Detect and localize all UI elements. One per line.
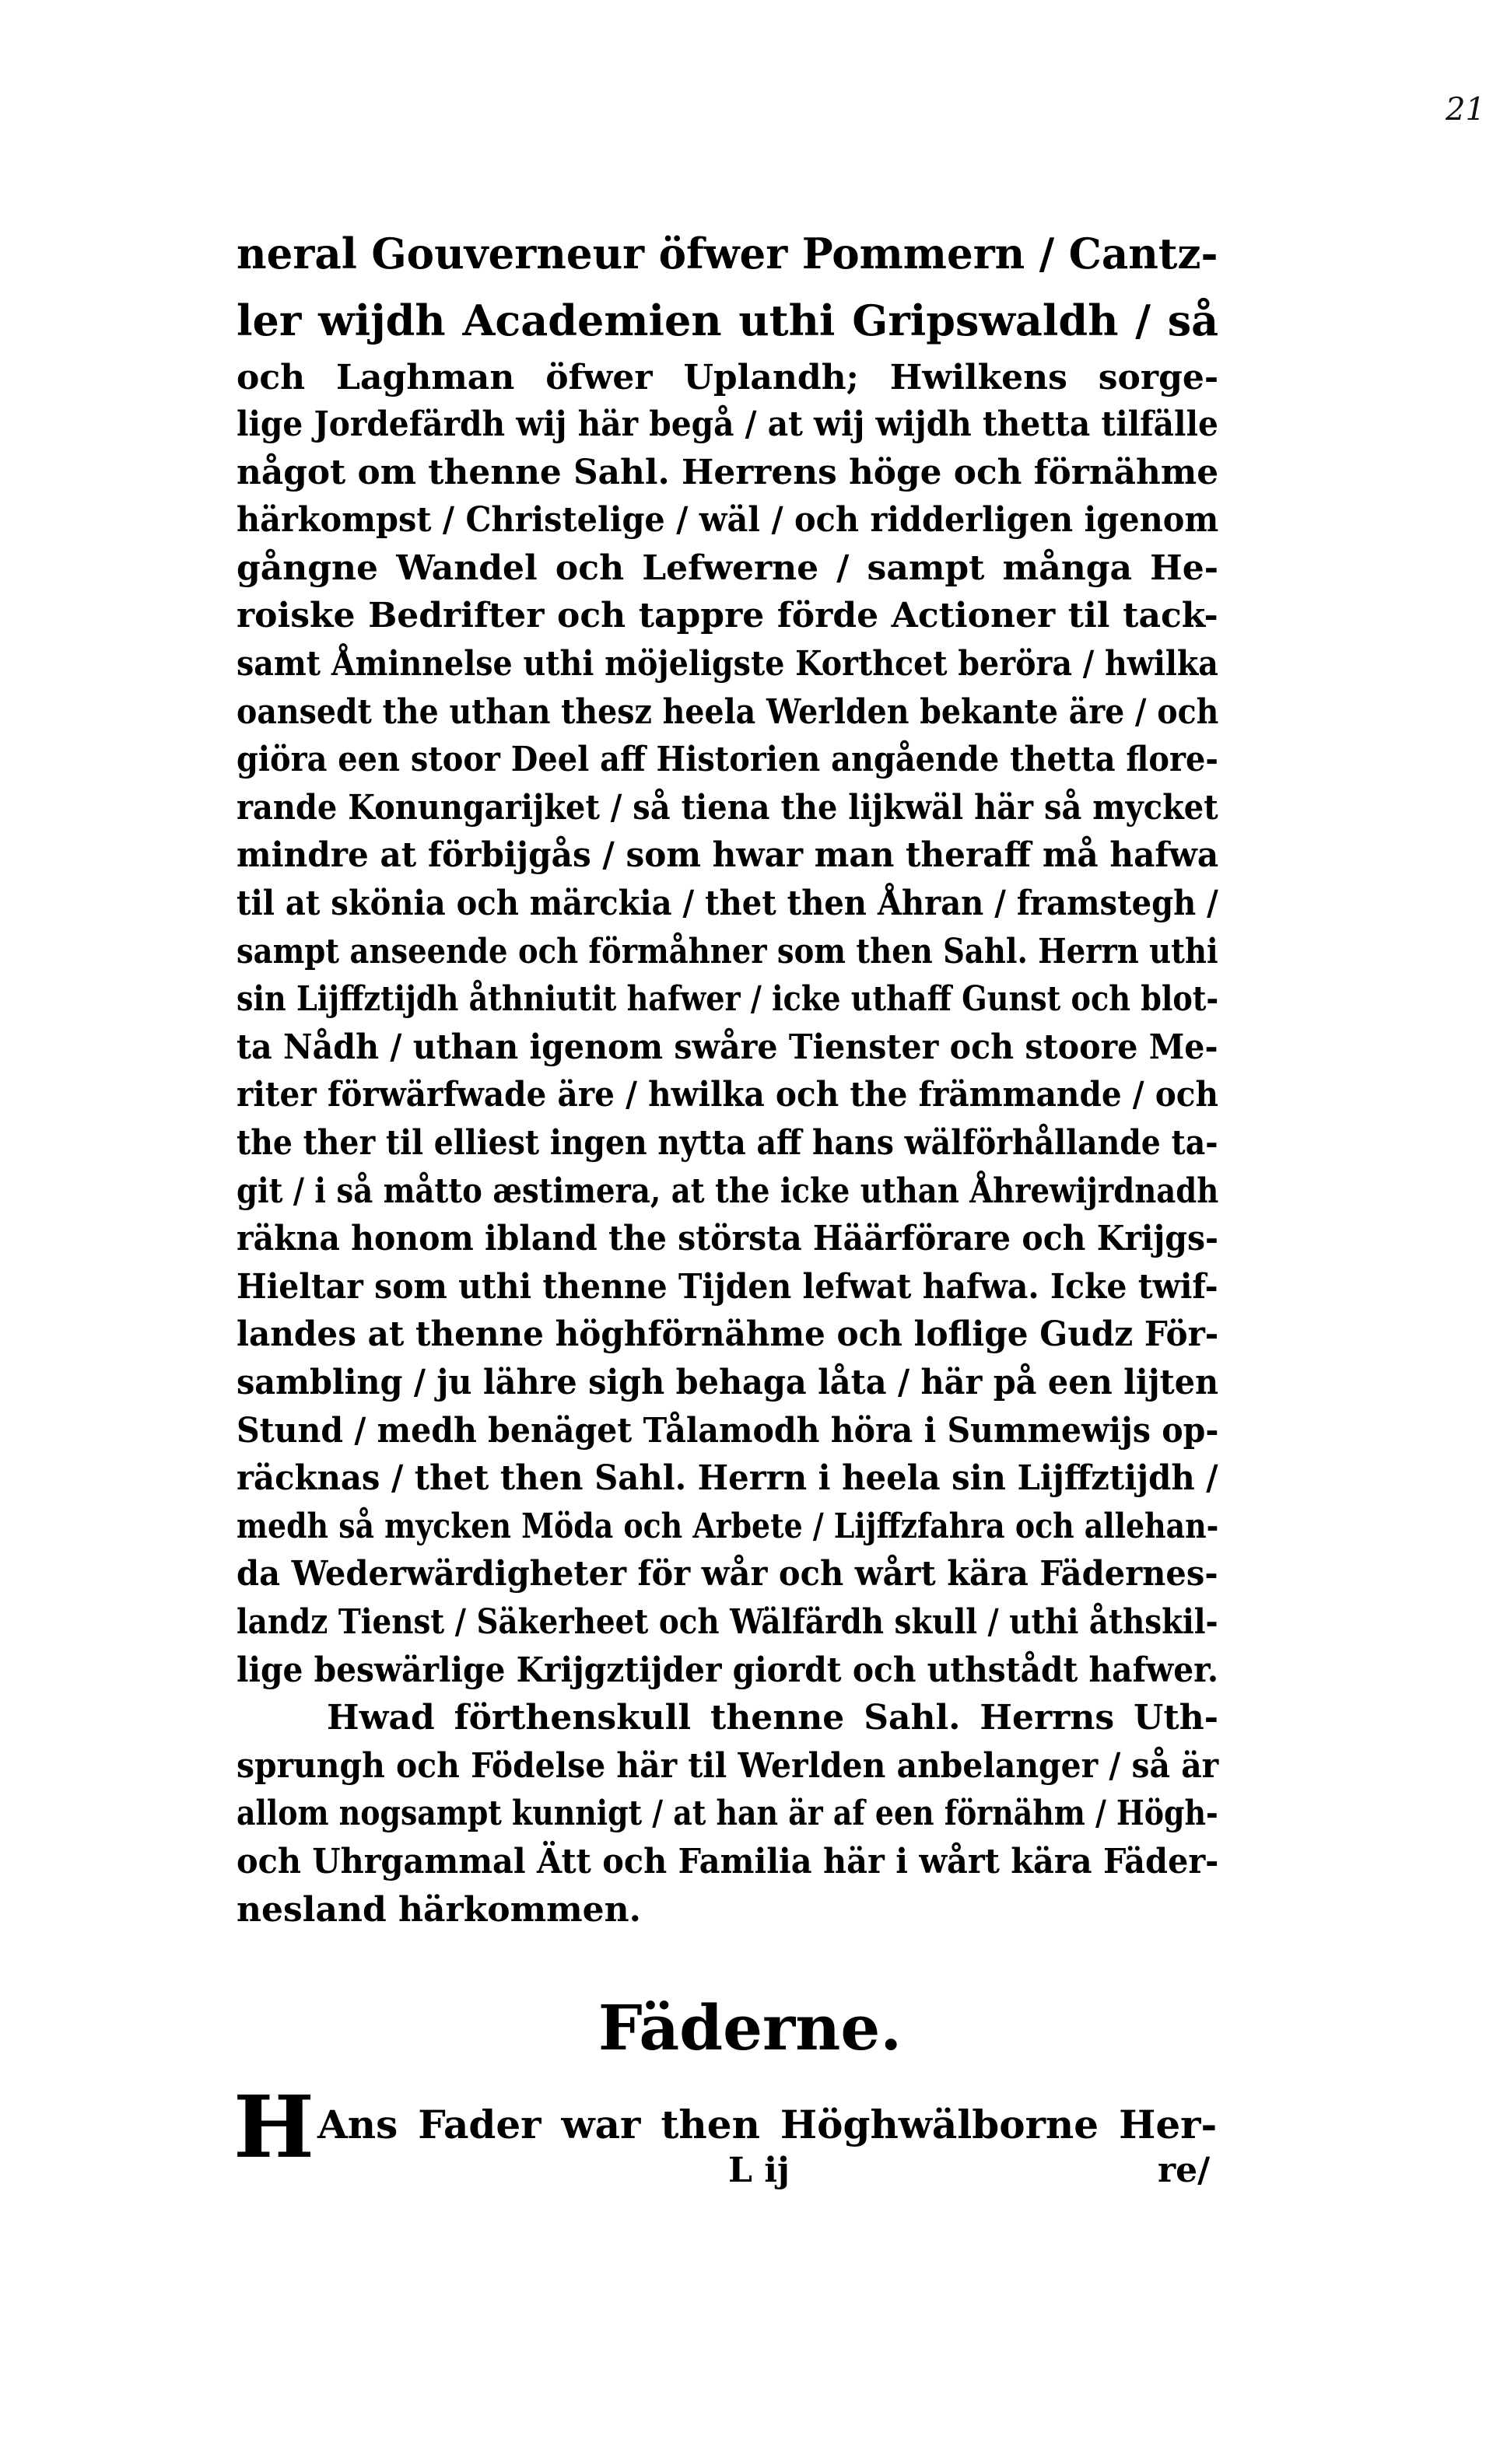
text-line — [237, 1407, 1218, 1455]
text-line — [237, 1071, 1218, 1119]
text-line — [237, 1167, 1218, 1216]
text-line-content: mindre at förbijgås / som hwar man theraff må hafwa — [237, 835, 1219, 876]
text-line — [237, 1119, 1218, 1167]
text-line-content: rande Konungarijket / så tiena the lijkwäl här så mycket — [237, 787, 1218, 828]
text-line-content: lige Jordefärdh wij här begå / at wij wijdh thetta tilfälle — [237, 404, 1218, 444]
text-line-content: ler wijdh Academien uthi Gripswaldh / så — [237, 296, 1219, 345]
text-line — [237, 1550, 1218, 1598]
text-line — [237, 688, 1218, 737]
paragraph-start-text: Ans Fader war then Höghwälborne Her- — [317, 2102, 1218, 2147]
text-line — [237, 1647, 1218, 1695]
text-line-content: ta Nådh / uthan igenom swåre Tienster och stoore Me- — [237, 1027, 1218, 1067]
text-line-content: medh så mycken Möda och Arbete / Lijffzfahra och allehan- — [237, 1506, 1219, 1546]
handwritten-page-number: 21 — [1446, 92, 1485, 128]
text-line — [237, 1790, 1218, 1838]
text-line — [237, 592, 1218, 640]
text-line-content: lige beswärlige Krijgztijder giordt och uthstådt hafwer. — [237, 1650, 1219, 1690]
text-line-content: allom nogsampt kunnigt / at han är af een förnähm / Högh- — [237, 1794, 1218, 1834]
text-line-content: något om thenne Sahl. Herrens höge och förnähme — [237, 452, 1219, 492]
text-line-content: landz Tienst / Säkerheet och Wälfärdh skull / uthi åthskil- — [237, 1602, 1218, 1642]
text-line-content: roiske Bedrifter och tappre förde Actioner til tack- — [237, 596, 1218, 636]
text-line — [237, 1598, 1218, 1647]
signature-mark: L ij — [728, 2151, 790, 2190]
text-line-content: oansedt the uthan thesz heela Werlden bekante äre / och — [237, 691, 1219, 732]
text-line — [237, 496, 1218, 544]
text-line — [237, 1311, 1218, 1359]
text-line — [237, 1886, 1218, 1934]
text-line-content: samt Åminnelse uthi möjeligste Korthcet beröra / hwilka — [237, 644, 1218, 684]
text-line — [237, 640, 1218, 688]
text-line-content: the ther til elliest ingen nytta aff hans wälförhållande ta- — [237, 1123, 1218, 1163]
text-line — [237, 736, 1218, 784]
text-line-content: giöra een stoor Deel aff Historien angående thetta flore- — [237, 740, 1218, 780]
drop-initial: H — [233, 2077, 314, 2177]
text-line-content: sin Lijffztijdh åthniutit hafwer / icke uthaff Gunst och blot- — [237, 979, 1219, 1020]
text-line-content: da Wederwärdigheter för wår och wårt kära Fädernes- — [237, 1554, 1218, 1594]
text-line-content: git / i så måtto æstimera, at the icke uthan Åhrewijrdnadh — [237, 1171, 1219, 1211]
text-line — [237, 1263, 1218, 1311]
text-line-content: nesland härkommen. — [237, 1889, 641, 1930]
text-line — [237, 289, 1218, 352]
text-line-content: sambling / ju lähre sigh behaga låta / här på een lijten — [237, 1363, 1219, 1402]
text-line — [237, 784, 1218, 832]
text-line-content: Hwad förthenskull thenne Sahl. Herrns Uth- — [327, 1698, 1218, 1738]
text-line — [327, 1694, 1218, 1742]
text-line — [237, 975, 1218, 1024]
text-line — [237, 1454, 1218, 1503]
text-line — [237, 1503, 1218, 1551]
text-line-content: til at skönia och märckia / thet then Åhran / framstegh / — [237, 884, 1218, 923]
text-line — [237, 449, 1218, 497]
text-line-content: räkna honom ibland the största Häärförare och Krijgs- — [237, 1219, 1219, 1259]
text-line-content: härkompst / Christelige / wäl / och ridderligen igenom — [237, 500, 1219, 541]
text-line-content: Hieltar som uthi thenne Tijden lefwat hafwa. Icke twif- — [237, 1266, 1218, 1307]
text-line — [237, 928, 1218, 976]
text-line-content: och Uhrgammal Ätt och Familia här i wårt kära Fäder- — [237, 1842, 1219, 1881]
section-heading: Fäderne. — [598, 1991, 902, 2064]
catchword: re/ — [1158, 2151, 1211, 2190]
text-line-content: riter förwärfwade äre / hwilka och the främmande / och — [237, 1075, 1219, 1115]
text-line-content: räcknas / thet then Sahl. Herrn i heela sin Lijffztijdh / — [237, 1458, 1218, 1499]
text-line — [237, 1742, 1218, 1790]
text-line — [237, 831, 1218, 880]
text-line-content: sprungh och Födelse här til Werlden anbelanger / så är — [237, 1745, 1219, 1786]
text-line-content: neral Gouverneur öfwer Pommern / Cantz- — [237, 229, 1218, 278]
text-line — [237, 544, 1218, 593]
text-line — [237, 880, 1218, 928]
text-line — [237, 1359, 1218, 1407]
text-line-content: Stund / medh benäget Tålamodh höra i Summewijs op- — [237, 1410, 1219, 1451]
text-line — [237, 1215, 1218, 1263]
text-line-content: gångne Wandel och Lefwerne / sampt många He- — [237, 548, 1218, 588]
text-line-content: sampt anseende och förmåhner som then Sahl. Herrn uthi — [237, 931, 1218, 971]
text-line — [237, 222, 1218, 285]
text-line — [237, 401, 1218, 449]
text-line-content: landes at thenne höghförnähme och loflige Gudz För- — [237, 1314, 1219, 1355]
text-line — [237, 1838, 1218, 1886]
text-line — [237, 1024, 1218, 1072]
text-line — [237, 354, 1218, 402]
text-line-content: och Laghman öfwer Uplandh; Hwilkens sorge- — [237, 358, 1219, 397]
